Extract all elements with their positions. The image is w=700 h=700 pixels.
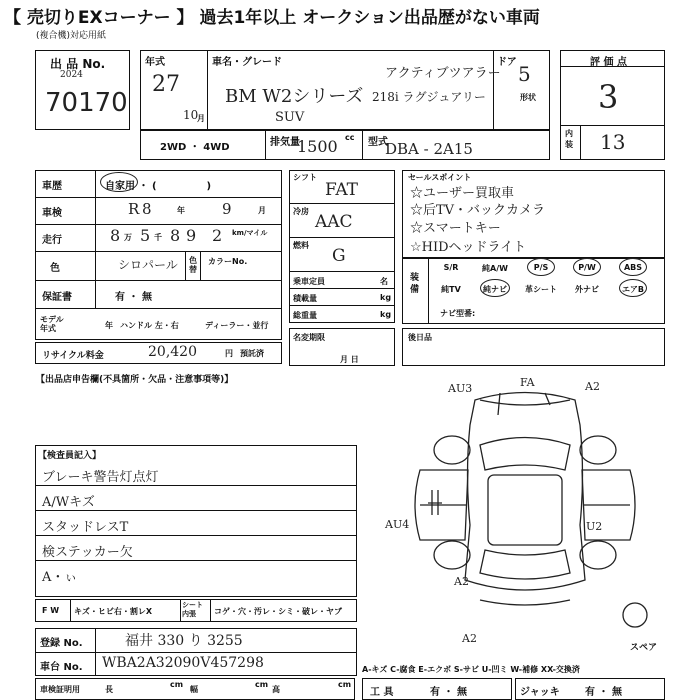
year-value: 27 [152, 72, 180, 97]
mark-rear: A2 [462, 632, 477, 645]
shift-label: シフト [293, 173, 317, 182]
inspector-line-1: ブレーキ警告灯点灯 [42, 470, 159, 485]
capacity-unit: 名 [380, 277, 388, 286]
score-label: 評 価 点 [590, 57, 627, 68]
type-label: 型式 [368, 137, 388, 148]
cert-unit-b: cm [255, 680, 269, 689]
circle-navi [480, 279, 510, 297]
equip-ext-navi: 外ナビ [575, 285, 599, 294]
equip-navi: 純ナビ [483, 285, 507, 294]
spare-label: スペア [630, 643, 658, 653]
cert-label: 車検証明用 [40, 685, 80, 694]
mileage-label: 走行 [42, 235, 62, 246]
sales-point-2: ☆后TV・バックカメラ [410, 203, 546, 218]
car-damage-diagram [380, 375, 670, 645]
mileage-v4: 9 [186, 226, 197, 245]
tools-label: 工 具 [370, 687, 394, 698]
equip-pw: P/W [578, 263, 596, 272]
model-name2: SUV [275, 110, 305, 125]
color-change-label: 色替 [189, 256, 197, 274]
interior-label: 内装 [565, 129, 573, 149]
sales-points-label: セールスポイント [408, 173, 472, 182]
mileage-v3: 8 [170, 226, 181, 245]
form-label: 形状 [520, 93, 536, 102]
registration-value: 福井 330 り 3255 [125, 633, 243, 649]
cert-width: 幅 [190, 685, 198, 694]
name-change-label: 名変期限 [293, 333, 325, 342]
capacity-label: 乗車定員 [293, 277, 325, 286]
rear-day-label: 後日品 [408, 333, 432, 342]
sheet-items: コゲ・穴・汚レ・シミ・破レ・ヤブ [214, 607, 342, 616]
circle-pw [573, 258, 601, 276]
doors-label: ドア [497, 57, 517, 68]
chassis-value: WBA2A32090V457298 [102, 655, 264, 671]
sales-point-3: ☆スマートキー [410, 221, 501, 236]
equip-airbag: エアB [621, 285, 645, 294]
recycle-value: 20,420 [148, 344, 197, 360]
chassis-label: 車台 No. [40, 662, 83, 673]
inspector-line-3: スタッドレスT [42, 520, 129, 535]
circle-ps [527, 258, 555, 276]
model-year-label: モデル年式 [40, 315, 64, 333]
recycle-unit: 円 [225, 349, 233, 358]
model-grade2: 218i ラグジュアリー [372, 90, 486, 104]
sales-point-4: ☆HIDヘッドライト [410, 240, 527, 255]
equip-sr: S/R [443, 263, 459, 272]
inspector-line-2: A/Wキズ [42, 495, 95, 510]
sales-point-1: ☆ユーザー買取車 [410, 186, 515, 201]
mileage-unit2: 千 [154, 233, 162, 242]
tools-value: 有 ・ 無 [430, 687, 467, 698]
weight-unit: kg [380, 310, 392, 319]
shift-value: FAT [325, 180, 359, 200]
mark-front-right: A2 [585, 380, 600, 393]
lot-label: 出 品 No. [50, 57, 106, 71]
color-no-label: カラーNo. [208, 257, 248, 266]
model-year-unit: 年 [105, 321, 113, 330]
dealer-label: ディーラー・並行 [205, 321, 269, 330]
navi-label: ナビ型番: [440, 309, 476, 318]
fuel-value: G [332, 246, 346, 266]
circle-airbag [619, 279, 647, 297]
displacement-unit: cc [345, 133, 355, 142]
equip-aw: 純A/W [482, 264, 508, 273]
header-subtitle: (複合機)対応用紙 [36, 31, 107, 41]
fw-label: F W [42, 606, 60, 615]
equip-abs: ABS [623, 263, 643, 272]
doors-value: 5 [518, 62, 531, 86]
interior-value: 13 [600, 130, 626, 154]
circle-abs [619, 258, 647, 276]
drive-label: 2WD ・ 4WD [160, 142, 230, 153]
lot-number: 70170 [45, 88, 128, 118]
inspector-line-5: A・ぃ [42, 570, 78, 585]
score-value: 3 [598, 78, 619, 116]
history-circle [100, 172, 138, 192]
fuel-label: 燃料 [293, 241, 309, 250]
warranty-label: 保証書 [42, 292, 72, 303]
color-value: シロパール [118, 258, 178, 272]
displacement-label: 排気量 [270, 137, 300, 148]
mileage-v2: 5 [140, 226, 151, 245]
history-label: 車歴 [42, 181, 62, 192]
header-title: 【 売切りEXコーナー 】 過去1年以上 オークション出品歴がない車両 [4, 8, 540, 28]
mark-front: FA [520, 376, 535, 389]
model-name: BM W2シリーズ [225, 86, 364, 107]
jack-value: 有 ・ 無 [585, 687, 622, 698]
inspection-year: 8 [142, 200, 152, 218]
equipment-label: 装備 [410, 273, 420, 295]
mileage-v5: 2 [212, 226, 223, 245]
handle-label: ハンドル 左・右 [120, 321, 179, 330]
mark-rear-left: A2 [454, 575, 469, 588]
year-label: 年式 [145, 57, 165, 68]
mark-front-left: AU3 [448, 382, 473, 395]
inspection-year-unit: 年 [177, 206, 185, 215]
load-unit: kg [380, 293, 392, 302]
sheet-label: シート内張 [182, 601, 203, 618]
mark-side-left: AU4 [385, 518, 410, 531]
cert-length: 長 [105, 685, 113, 694]
model-label: 車名・グレード [212, 57, 282, 68]
warranty-value: 有 ・ 無 [115, 292, 152, 303]
jack-label: ジャッキ [520, 687, 560, 698]
inspection-label: 車検 [42, 208, 62, 219]
registration-label: 登録 No. [40, 638, 83, 649]
ac-label: 冷房 [293, 207, 309, 216]
inspection-month: 9 [222, 200, 232, 218]
recycle-status: 預託済 [240, 349, 264, 358]
cert-height: 高 [272, 685, 280, 694]
exhibitor-notes-label: 【出品店申告欄(不具箇所・欠品・注意事項等)】 [36, 375, 234, 385]
inspection-era: R [128, 200, 140, 218]
mileage-unit3: km/マイル [232, 229, 268, 237]
damage-legend: A-キズ C-腐食 E-エクボ S-サビ U-凹ミ W-補修 XX-交換済 [362, 665, 580, 674]
fw-items: キズ・ヒビ右・割レX [74, 607, 153, 616]
inspector-line-4: 検ステッカー欠 [42, 545, 133, 560]
model-grade1: アクティブツアラー [385, 66, 501, 81]
color-label: 色 [50, 263, 60, 274]
year-month: 10 [183, 108, 199, 122]
load-label: 積載量 [293, 294, 317, 303]
cert-unit-c: cm [338, 680, 352, 689]
rear-day-box [402, 328, 665, 366]
type-value: DBA - 2A15 [385, 140, 473, 158]
displacement-value: 1500 [297, 137, 338, 156]
year-month-unit: 月 [197, 114, 205, 123]
equip-leather: 革シート [525, 285, 557, 294]
mark-side-right: U2 [586, 520, 603, 533]
mileage-unit1: 万 [124, 233, 132, 242]
inspector-label: 【検査員記入】 [38, 451, 102, 461]
cert-unit-a: cm [170, 680, 184, 689]
equip-tv: 純TV [441, 285, 461, 294]
inspection-month-unit: 月 [258, 206, 266, 215]
equip-ps: P/S [533, 263, 549, 272]
ac-value: AAC [315, 212, 353, 232]
mileage-v1: 8 [110, 226, 121, 245]
weight-label: 総重量 [293, 311, 317, 320]
lot-year-tag: 2024 [60, 70, 83, 80]
recycle-label: リサイクル料金 [42, 351, 104, 361]
detail-table [35, 170, 282, 340]
history-value: 自家用 ・ ( ) [105, 181, 212, 192]
name-change-unit: 月 日 [340, 355, 359, 364]
